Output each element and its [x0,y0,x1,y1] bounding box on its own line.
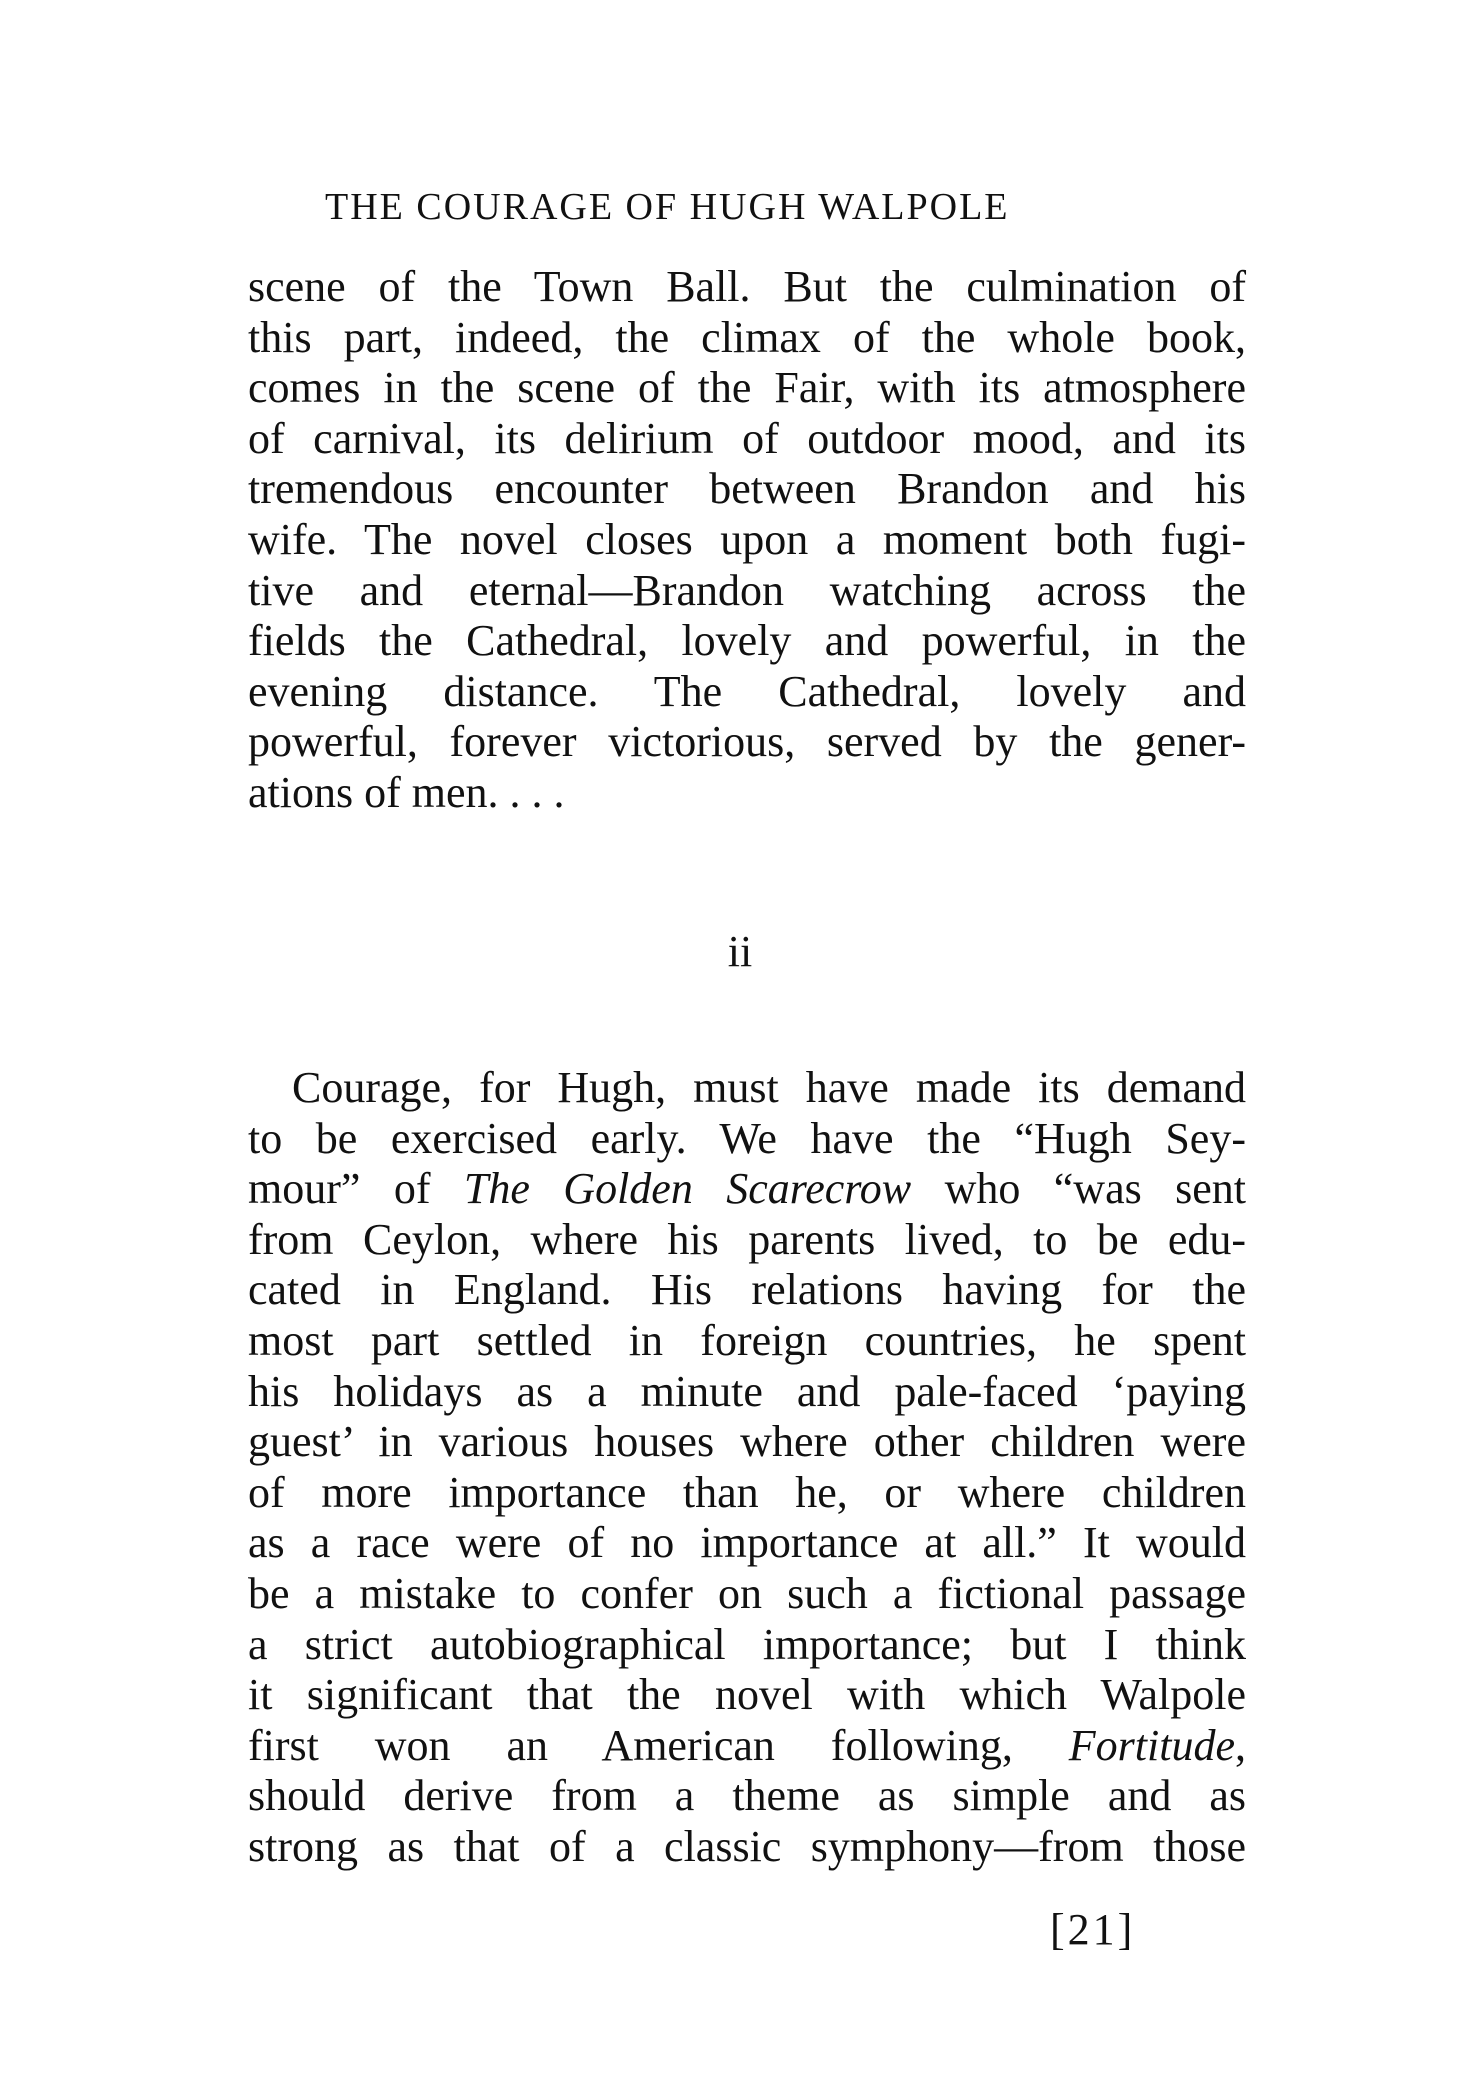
text-line: most part settled in foreign countries, he spent [248,1315,1246,1365]
paragraph-2 [248,1063,1246,1873]
text-line: his holidays as a minute and pale-faced ‘paying [248,1366,1246,1416]
text-line: from Ceylon, where his parents lived, to be edu- [248,1214,1246,1264]
text-line: of more importance than he, or where children [248,1467,1246,1517]
book-title: The Golden Scarecrow [463,1164,912,1214]
text-span: first won an American following, [248,1720,1069,1770]
text-span: mour” of [248,1164,464,1214]
book-title: Fortitude [1068,1720,1235,1770]
text-line: cated in England. His relations having for the [248,1265,1246,1315]
text-line: this part, indeed, the climax of the whole book, [248,312,1246,362]
text-line: tive and eternal—Brandon watching across the [248,565,1246,615]
text-line: to be exercised early. We have the “Hugh Sey- [248,1113,1246,1163]
text-line: ations of men. . . . [248,767,565,817]
text-line: tremendous encounter between Brandon and his [248,464,1246,514]
text-line [248,1164,1246,1215]
text-line: be a mistake to confer on such a fictional passage [248,1568,1246,1618]
text-line: a strict autobiographical importance; but I think [248,1619,1246,1669]
text-line: of carnival, its delirium of outdoor mood, and its [248,413,1246,463]
text-span: , [1235,1720,1246,1770]
text-span: who “was sent [911,1164,1247,1214]
text-line: powerful, forever victorious, served by the gener- [248,717,1246,767]
running-head: THE COURAGE OF HUGH WALPOLE [325,186,1010,228]
text-line: comes in the scene of the Fair, with its atmosphere [248,363,1246,413]
text-line [248,1721,1246,1772]
text-line: guest’ in various houses where other children were [248,1417,1246,1467]
paragraph-1 [248,262,1246,819]
text-line: wife. The novel closes upon a moment both fugi- [248,514,1246,564]
text-line: should derive from a theme as simple and as [248,1771,1246,1821]
page-number: [21] [1050,1905,1136,1954]
text-line: fields the Cathedral, lovely and powerful, in the [248,616,1246,666]
text-line: it significant that the novel with which Walpole [248,1670,1246,1720]
text-line: scene of the Town Ball. But the culmination of [248,262,1246,311]
section-number: ii [727,927,753,976]
text-line: Courage, for Hugh, must have made its demand [292,1063,1246,1112]
text-line: evening distance. The Cathedral, lovely and [248,666,1246,716]
text-line: as a race were of no importance at all.” It would [248,1518,1246,1568]
text-line: strong as that of a classic symphony—from those [248,1821,1246,1871]
